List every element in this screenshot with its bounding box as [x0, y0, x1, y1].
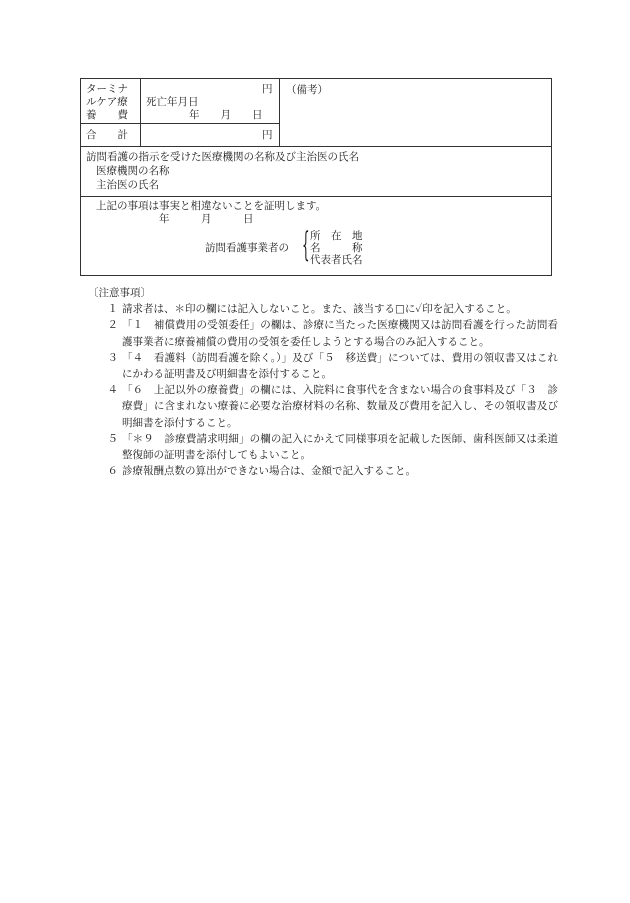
- note-number: ３: [107, 351, 118, 364]
- note-item: [88, 463, 558, 479]
- notes-heading: 〔注意事項〕: [88, 287, 151, 299]
- provider-label: 訪問看護事業者の: [205, 242, 289, 254]
- note-item: [88, 382, 558, 431]
- col-divider: [279, 79, 280, 146]
- note-number: ５: [107, 432, 118, 445]
- row-divider: [81, 196, 551, 197]
- terminal-care-yen: 円: [262, 83, 273, 95]
- note-text: 「＊９ 診療費請求明細」の欄の記入にかえて同様事項を記載した医師、歯科医師又は柔道整復師の証明書を添付してもよいこと。: [122, 432, 558, 462]
- institution-heading: 訪問看護の指示を受けた医療機関の名称及び主治医の氏名: [86, 151, 359, 163]
- total-label: 合 計: [86, 129, 128, 141]
- representative-label[interactable]: 代表者氏名: [310, 254, 363, 266]
- certify-date-field[interactable]: 年 月 日: [159, 213, 254, 225]
- note-number: １: [107, 303, 118, 316]
- note-item: [88, 317, 558, 349]
- left-brace-icon: {: [302, 225, 310, 265]
- remarks-label: （備考）: [286, 84, 328, 96]
- terminal-care-label-line2: ルケア療: [86, 96, 128, 108]
- note-item: [88, 301, 558, 317]
- row-divider: [81, 146, 551, 147]
- form-table: [80, 78, 552, 276]
- address-label[interactable]: 所 在 地: [310, 230, 363, 242]
- note-number: ６: [107, 465, 118, 478]
- death-date-label: 死亡年月日: [146, 96, 199, 108]
- certify-text: 上記の事項は事実と相違ないことを証明します。: [96, 200, 327, 212]
- terminal-care-label-line1: ターミナ: [86, 83, 128, 95]
- note-text: 「１ 補償費用の受領委任」の欄は、診療に当たった医療機関又は訪問看護を行った訪問看護事業者に療養補償の費用の受領を委任しようとする場合のみ記入すること。: [122, 319, 558, 348]
- row-divider: [81, 123, 279, 124]
- terminal-care-label-line3: 養 費: [86, 109, 128, 121]
- note-text: 「４ 看護料（訪問看護を除く。）」及び「５ 移送費」については、費用の領収書又はこれにかわる証明書及び明細書を添付すること。: [122, 351, 558, 381]
- total-yen: 円: [262, 129, 273, 141]
- note-number: ４: [107, 384, 118, 397]
- doctor-name-label[interactable]: 主治医の氏名: [96, 179, 159, 191]
- notes-section: [88, 285, 558, 479]
- note-number: ２: [107, 319, 118, 332]
- note-item: [88, 350, 558, 382]
- death-date-field[interactable]: 年 月 日: [189, 109, 263, 121]
- note-text: 診療報酬点数の算出ができない場合は、金額で記入すること。: [122, 465, 416, 478]
- note-item: [88, 431, 558, 463]
- institution-name-label[interactable]: 医療機関の名称: [96, 165, 170, 177]
- note-text: 「６ 上記以外の療養費」の欄には、入院料に食事代を含まない場合の食事料及び「３ 診療費」に含まれない療養に必要な治療材料の名称、数量及び費用を記入し、その領収書及び明細書を添付すること。: [122, 384, 558, 429]
- col-divider: [140, 79, 141, 146]
- name-label[interactable]: 名 称: [310, 242, 363, 254]
- note-text: 請求者は、＊印の欄には記入しないこと。また、該当する□に✓印を記入すること。: [122, 303, 517, 316]
